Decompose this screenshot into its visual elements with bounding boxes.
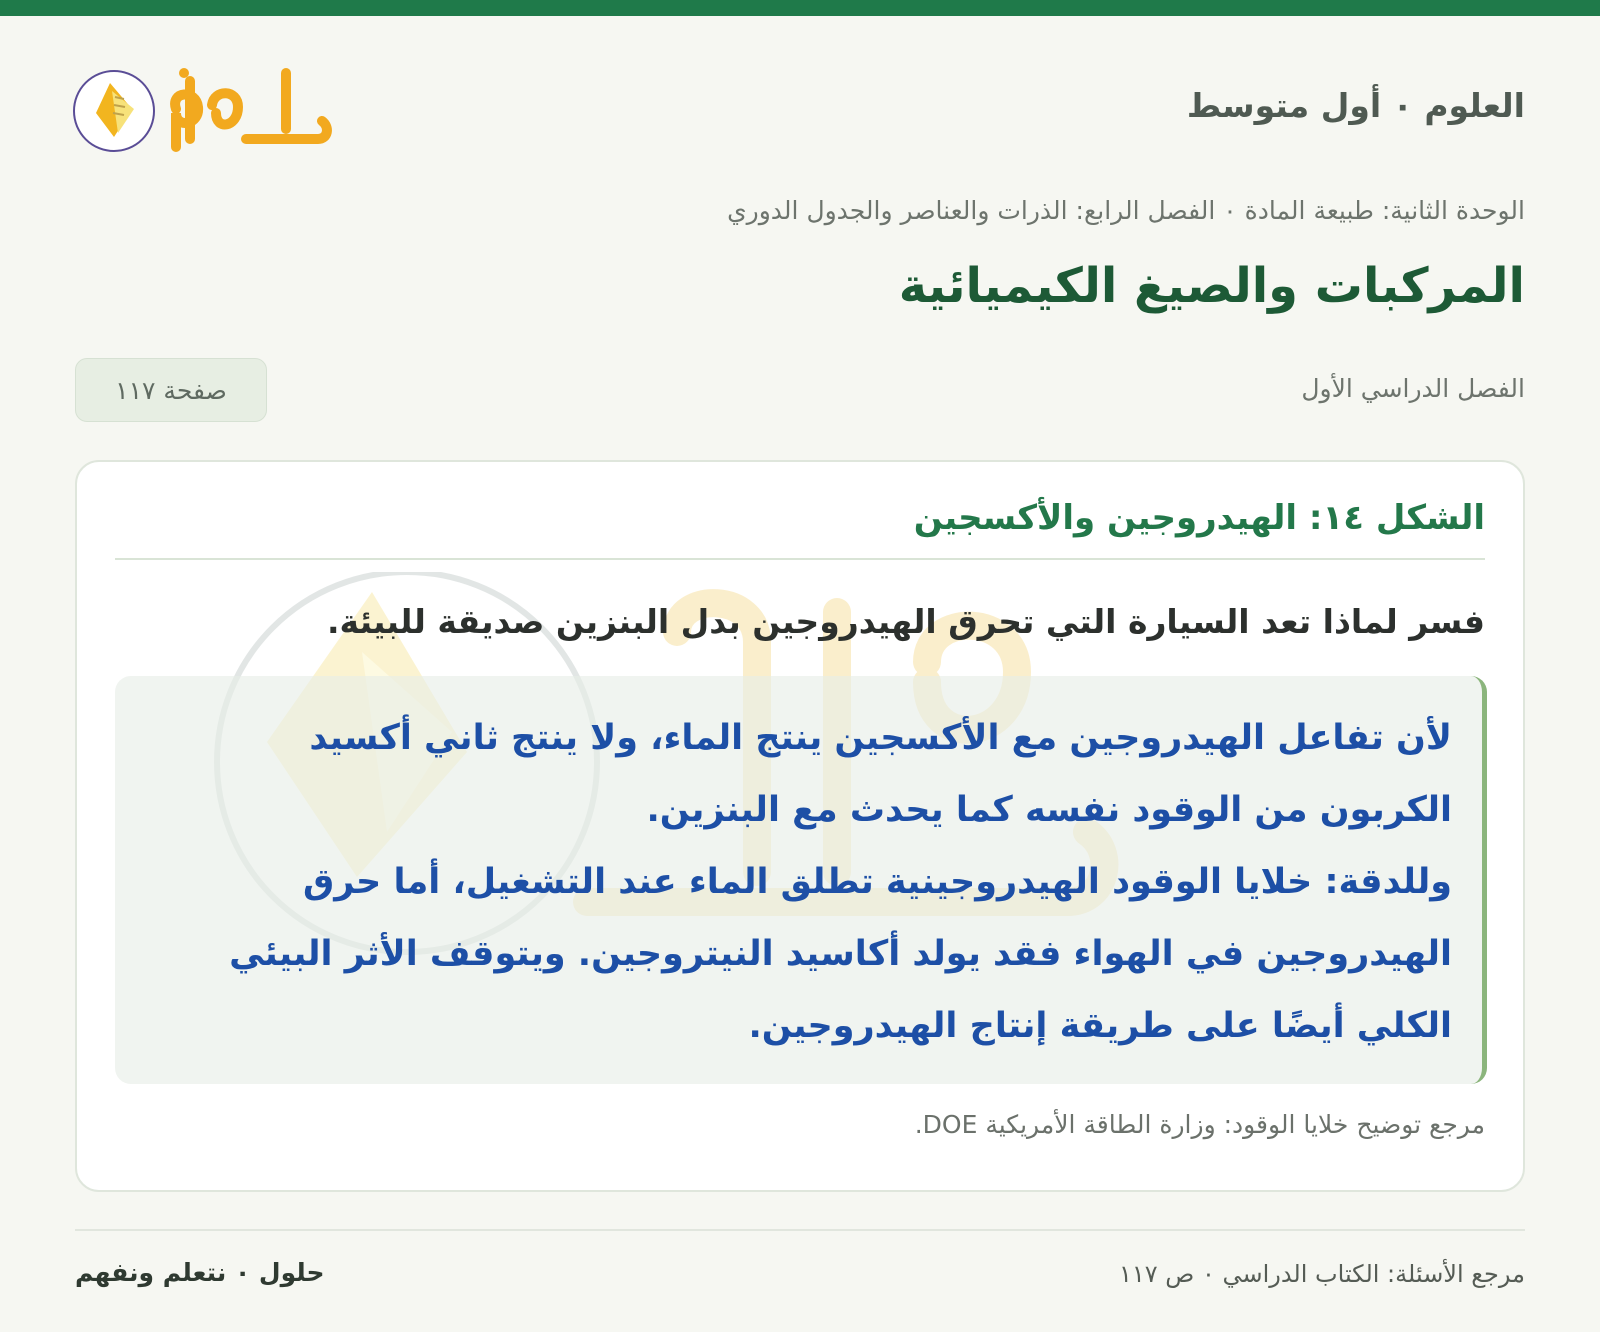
- subject-label: العلوم ٠ أول متوسط: [1186, 86, 1525, 125]
- breadcrumb: الوحدة الثانية: طبيعة المادة ٠ الفصل الرابع: الذرات والعناصر والجدول الدوري: [727, 196, 1525, 225]
- top-accent-bar: [0, 0, 1600, 16]
- site-logo[interactable]: [72, 55, 342, 165]
- footer-reference: مرجع الأسئلة: الكتاب الدراسي ٠ ص ١١٧: [1118, 1260, 1525, 1288]
- logo-icon: [72, 55, 342, 165]
- figure-divider: [115, 558, 1485, 560]
- question-text: فسر لماذا تعد السيارة التي تحرق الهيدروجين بدل البنزين صديقة للبيئة.: [327, 602, 1485, 641]
- semester-label: الفصل الدراسي الأول: [1301, 374, 1525, 403]
- footer-divider: [75, 1229, 1525, 1231]
- answer-paragraph-2: وللدقة: خلايا الوقود الهيدروجينية تطلق الماء عند التشغيل، أما حرق الهيدروجين في الهواء فقد يولد أكاسيد النيتروجين. ويتوقف الأثر البيئي الكلي أيضًا على طريقة إنتاج الهيدروجين.: [229, 862, 1452, 1046]
- footer-brand: حلول ٠ نتعلم ونفهم: [75, 1258, 325, 1287]
- figure-card: [75, 460, 1525, 1192]
- answer-paragraph-1: لأن تفاعل الهيدروجين مع الأكسجين ينتج الماء، ولا ينتج ثاني أكسيد الكربون من الوقود نفسه كما يحدث مع البنزين.: [309, 718, 1452, 830]
- page-number-badge: صفحة ١١٧: [75, 358, 267, 422]
- page-title: المركبات والصيغ الكيميائية: [898, 258, 1525, 314]
- answer-box: [115, 676, 1487, 1084]
- source-note: مرجع توضيح خلايا الوقود: وزارة الطاقة الأمريكية DOE.: [914, 1110, 1485, 1139]
- figure-title: الشكل ١٤: الهيدروجين والأكسجين: [913, 498, 1485, 538]
